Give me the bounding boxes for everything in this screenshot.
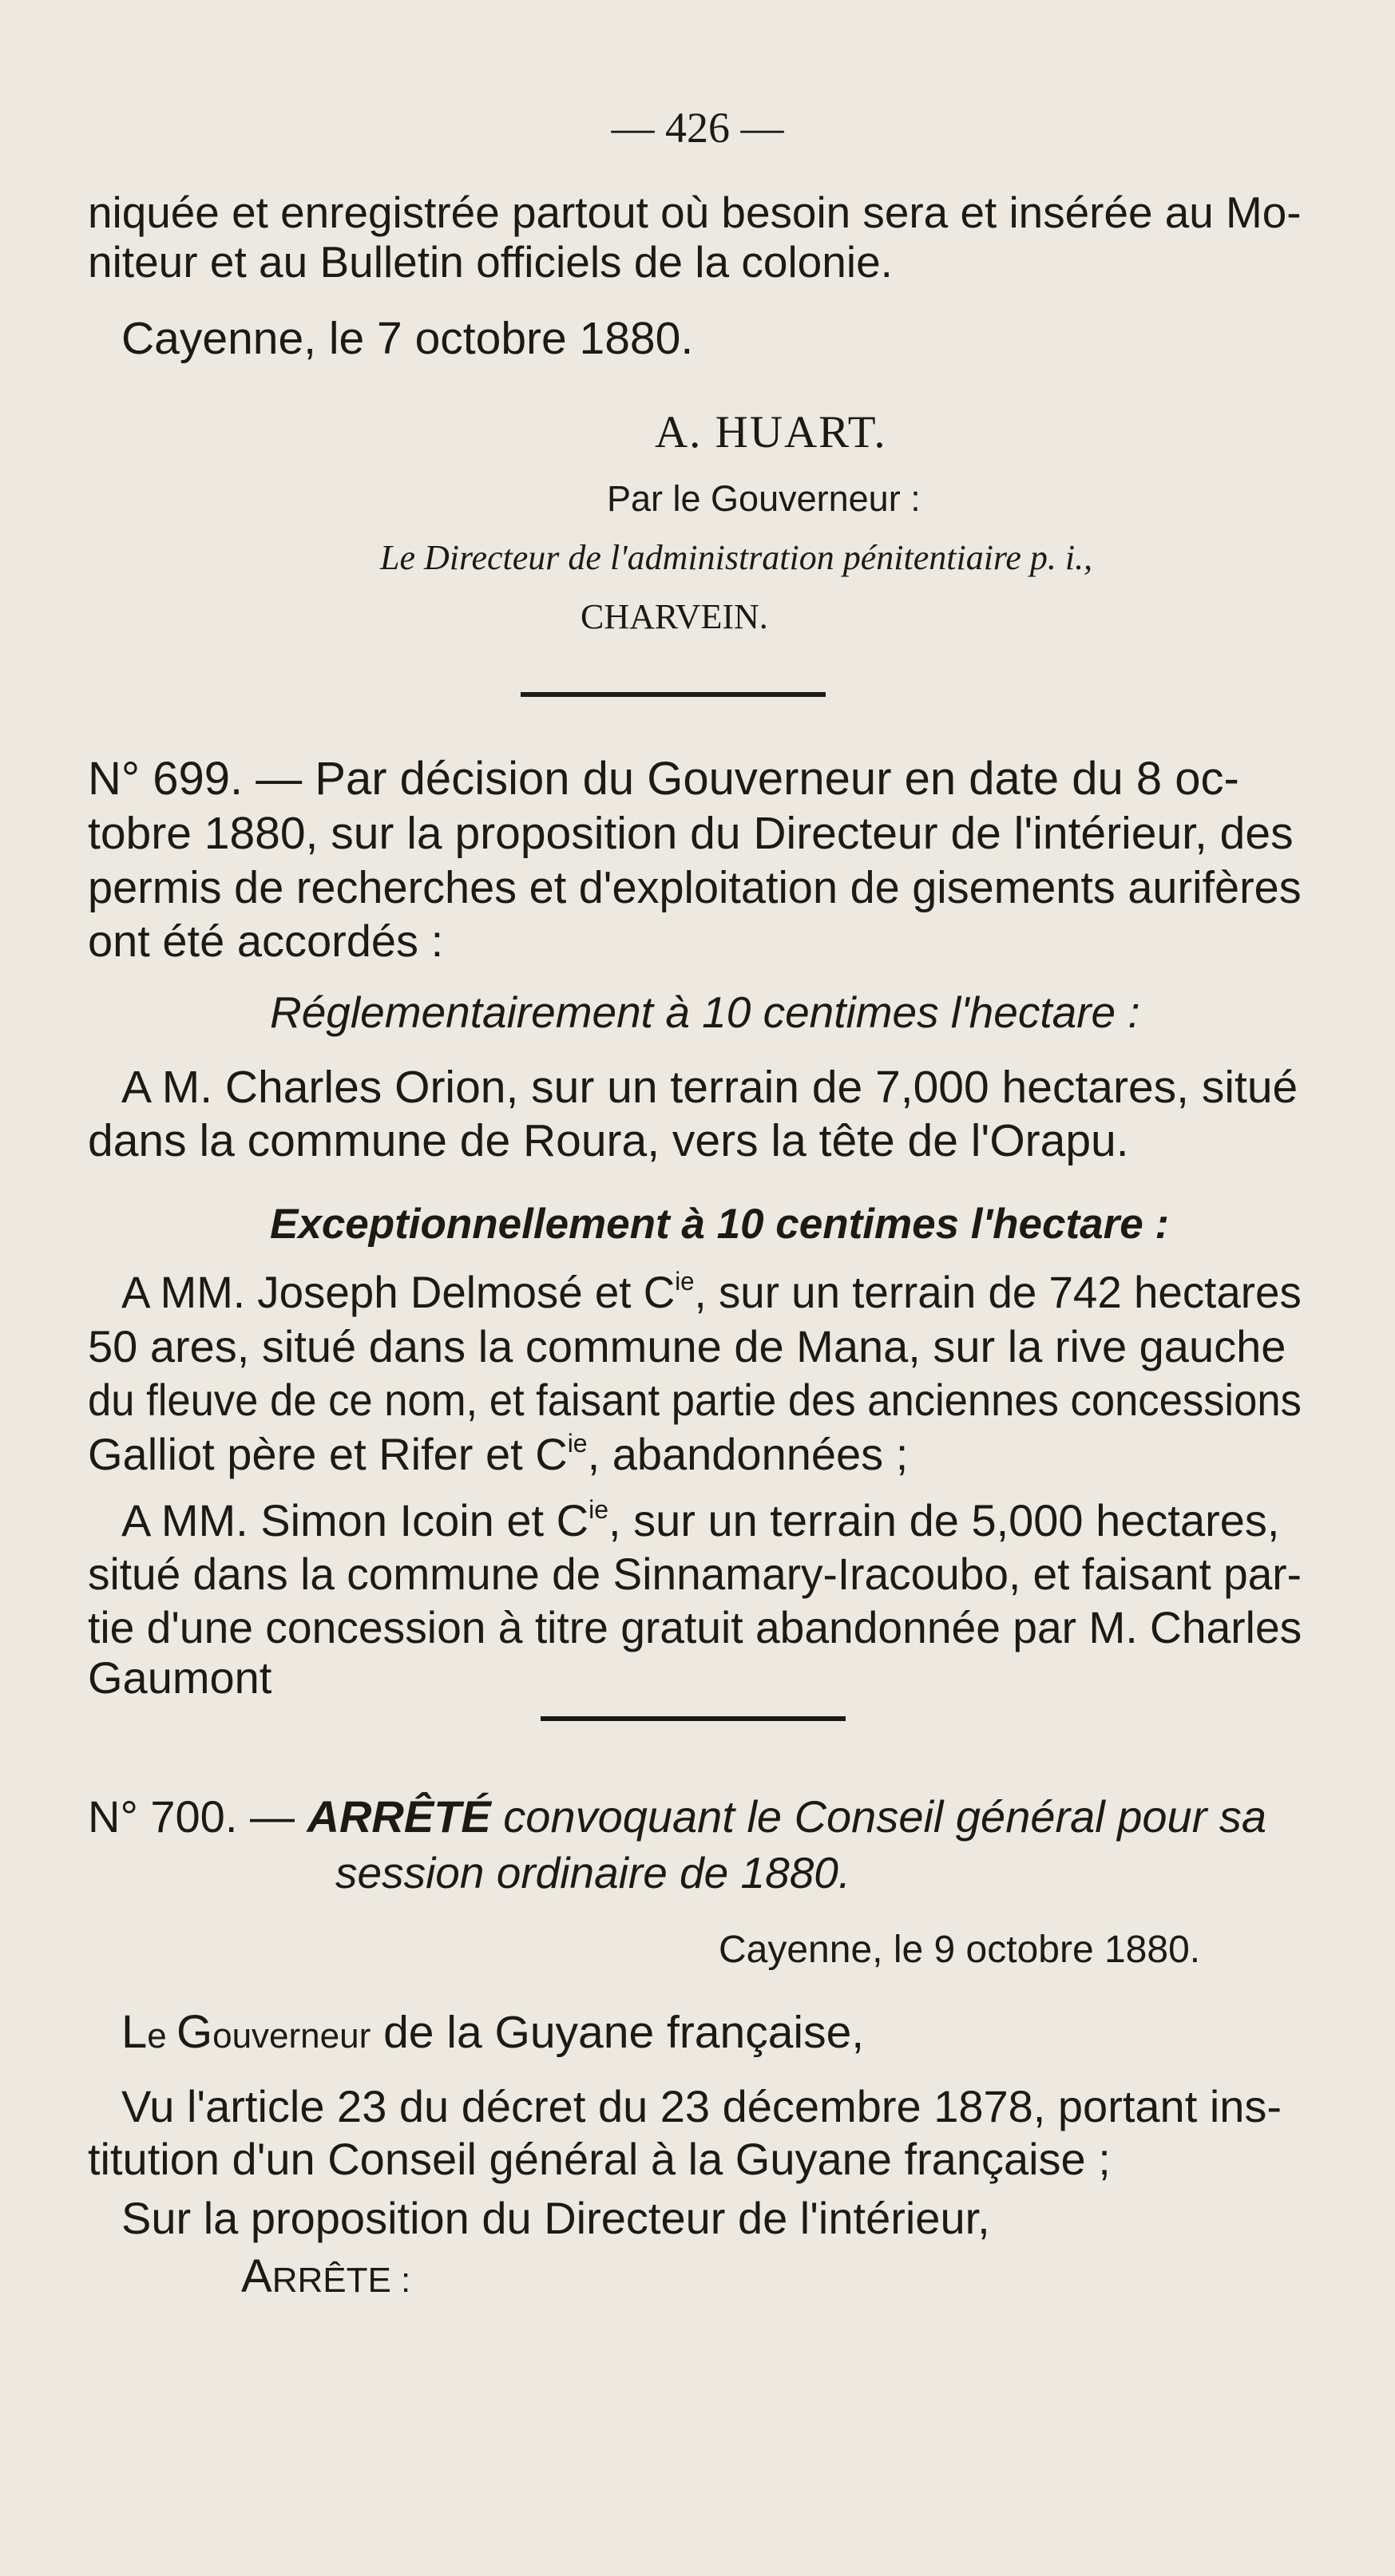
orion-line: A M. Charles Orion, sur un terrain de 7,000 hectares, situé: [121, 1062, 1298, 1113]
arrete-700-subject: convoquant le Conseil général pour sa: [490, 1791, 1267, 1842]
arrete-700-date: Cayenne, le 9 octobre 1880.: [719, 1929, 1201, 1971]
signature-role: Le Directeur de l'administration pénitentiaire p. i.,: [380, 538, 1093, 577]
page-number: — 426 —: [611, 104, 784, 152]
superscript: ie: [675, 1267, 695, 1296]
delmose-line: du fleuve de ce nom, et faisant partie des anciennes concessions: [88, 1375, 1302, 1425]
delmose-line-part: , abandonnées ;: [587, 1429, 909, 1479]
governor-rest: de la Guyane française,: [371, 2007, 865, 2058]
icoin-line: tie d'une concession à titre gratuit abandonnée par M. Charles: [88, 1602, 1302, 1652]
icoin-line: Gaumont: [88, 1652, 272, 1703]
text-line: Cayenne, le 7 octobre 1880.: [121, 313, 694, 364]
delmose-line-part: A MM. Joseph Delmosé et C: [121, 1267, 676, 1317]
arrete-700-number: N° 700. —: [88, 1791, 307, 1842]
icoin-line: situé dans la commune de Sinnamary-Iracoubo, et faisant par-: [88, 1549, 1302, 1599]
exceptionnellement-heading: Exceptionnellement à 10 centimes l'hectare :: [270, 1201, 1170, 1248]
signature-by: Par le Gouverneur :: [607, 478, 921, 519]
governor-line: [121, 2007, 864, 2062]
smallcaps-cap: A: [241, 2250, 272, 2302]
orion-line: dans la commune de Roura, vers la tête de l'Orapu.: [88, 1115, 1129, 1166]
vu-line: Vu l'article 23 du décret du 23 décembre 1878, portant ins-: [121, 2081, 1282, 2131]
vu-line: titution d'un Conseil général à la Guyane française ;: [88, 2134, 1111, 2184]
smallcaps-rest: e: [147, 2016, 176, 2056]
icoin-line-part: , sur un terrain de 5,000 hectares,: [608, 1495, 1280, 1545]
arrete-700-word: ARRÊTÉ: [307, 1791, 491, 1842]
delmose-line: 50 ares, situé dans la commune de Mana, sur la rive gauche: [88, 1321, 1286, 1371]
smallcaps-rest: ouverneur: [212, 2016, 371, 2056]
delmose-line-part: Galliot père et Rifer et C: [88, 1429, 568, 1479]
smallcaps-cap: G: [176, 2006, 213, 2058]
signature-name-2: CHARVEIN.: [581, 597, 768, 636]
decision-699-line: N° 699. — Par décision du Gouverneur en date du 8 oc-: [88, 753, 1239, 805]
delmose-line: [88, 1429, 908, 1480]
superscript: ie: [567, 1429, 588, 1458]
sur-line: Sur la proposition du Directeur de l'intérieur,: [121, 2193, 990, 2243]
separator-rule: [541, 1716, 846, 1721]
superscript: ie: [589, 1495, 608, 1524]
separator-rule: [521, 692, 826, 697]
text-line: niteur et au Bulletin officiels de la colonie.: [88, 237, 893, 287]
arrete-700-title-2: session ordinaire de 1880.: [335, 1848, 851, 1897]
reglementairement-heading: Réglementairement à 10 centimes l'hectare :: [270, 987, 1140, 1037]
signature-name: A. HUART.: [655, 407, 887, 457]
decision-699-line: tobre 1880, sur la proposition du Directeur de l'intérieur, des: [88, 808, 1294, 859]
icoin-line: [121, 1495, 1279, 1546]
delmose-line-part: , sur un terrain de 742 hectares: [694, 1267, 1302, 1317]
arrete-700-title: [88, 1791, 1266, 1842]
arrete-heading: [241, 2251, 410, 2306]
smallcaps-rest: RRÊTE :: [271, 2261, 411, 2300]
text-line: niquée et enregistrée partout où besoin sera et insérée au Mo-: [88, 188, 1302, 237]
smallcaps-cap: L: [121, 2006, 148, 2058]
decision-699-line: ont été accordés :: [88, 916, 444, 966]
delmose-line: [121, 1267, 1302, 1318]
icoin-line-part: A MM. Simon Icoin et C: [121, 1495, 589, 1545]
decision-699-line: permis de recherches et d'exploitation de gisements aurifères: [88, 862, 1302, 913]
